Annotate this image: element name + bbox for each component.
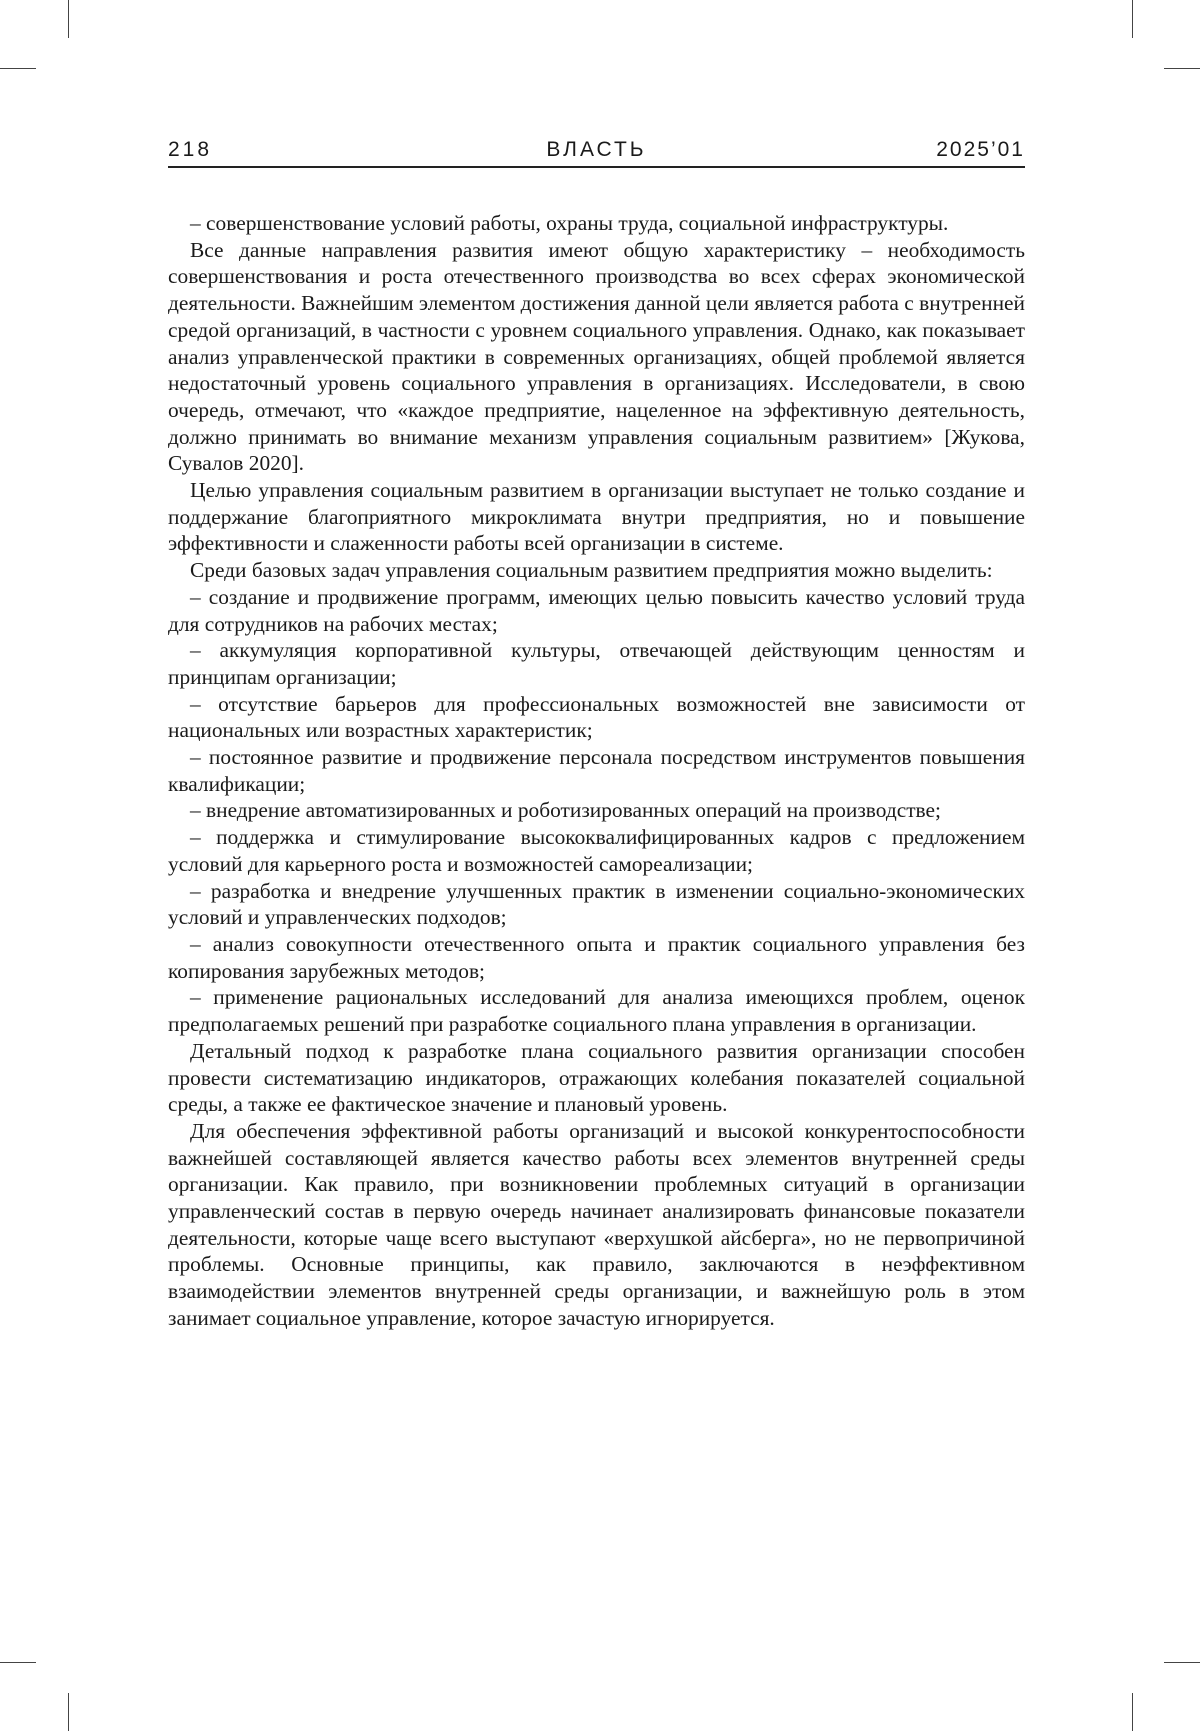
crop-mark-bottom-left bbox=[68, 1693, 69, 1731]
list-item: – применение рациональных исследований для анализа имеющихся проблем, оценок предполагаемых решений при разработке социального плана управления в организации. bbox=[168, 985, 1025, 1037]
crop-mark-top-left-h bbox=[0, 68, 36, 69]
list-item: – постоянное развитие и продвижение персонала посредством инструментов повышения квалификации; bbox=[168, 745, 1025, 796]
crop-mark-top-right-h bbox=[1164, 68, 1200, 69]
list-item: – анализ совокупности отечественного опыта и практик социального управления без копирования зарубежных методов; bbox=[168, 931, 1025, 983]
paragraph: Для обеспечения эффективной работы организаций и высокой конкурентоспособности важнейшей составляющей является качество работы всех элементов внутренней среды организации. Как правило, при возникновении проблемных ситуаций в организации управленческий состав в первую очередь начинает анализировать финансовые показатели деятельности, которые чаще всего выступают «верхушкой айсберга», но не первопричиной проблемы. Основные принципы, как правило, заключаются в неэффективном взаимодействии элементов внутренней среды организации, и важнейшую роль в этом занимает социальное управление, которое зачастую игнорируется. bbox=[168, 1118, 1025, 1330]
list-item: – поддержка и стимулирование высококвалифицированных кадров с предложением условий для карьерного роста и возможностей самореализации; bbox=[168, 825, 1025, 876]
list-item: – аккумуляция корпоративной культуры, отвечающей действующим ценностям и принципам организации; bbox=[168, 638, 1025, 689]
paragraph: Среди базовых задач управления социальным развитием предприятия можно выделить: bbox=[190, 558, 993, 583]
paragraph: Целью управления социальным развитием в организации выступает не только создание и поддержание благоприятного микроклимата внутри предприятия, но и повышение эффективности и слаженности работы всей организации в системе. bbox=[168, 478, 1025, 556]
crop-mark-top-left bbox=[68, 0, 69, 38]
list-item: – отсутствие барьеров для профессиональных возможностей вне зависимости от национальных или возрастных характеристик; bbox=[168, 691, 1025, 743]
list-item: – разработка и внедрение улучшенных практик в изменении социально-экономических условий и управленческих подходов; bbox=[168, 878, 1025, 930]
issue-number: 2025’01 bbox=[936, 138, 1025, 161]
crop-mark-bottom-left-h bbox=[0, 1662, 36, 1663]
crop-mark-top-right bbox=[1132, 0, 1133, 38]
list-item: – внедрение автоматизированных и роботизированных операций на производстве; bbox=[190, 798, 941, 823]
journal-title: ВЛАСТЬ bbox=[546, 138, 647, 161]
crop-mark-bottom-right-h bbox=[1164, 1662, 1200, 1663]
article-body bbox=[168, 210, 1025, 1332]
page-number: 218 bbox=[168, 138, 213, 161]
paragraph: – совершенствование условий работы, охраны труда, социальной инфраструктуры. bbox=[190, 211, 949, 235]
paragraph: Детальный подход к разработке плана социального развития организации способен провести систематизацию индикаторов, отражающих колебания показателей социальной среды, а также ее фактическое значение и плановый уровень. bbox=[168, 1038, 1025, 1117]
list-item: – создание и продвижение программ, имеющих целью повысить качество условий труда для сотрудников на рабочих местах; bbox=[168, 584, 1025, 636]
running-header bbox=[168, 138, 1025, 168]
crop-mark-bottom-right bbox=[1132, 1693, 1133, 1731]
paragraph: Все данные направления развития имеют общую характеристику – необходимость совершенствования и роста отечественного производства во всех сферах экономической деятельности. Важнейшим элементом достижения данной цели является работа с внутренней средой организаций, в частности с уровнем социального управления. Однако, как показывает анализ управленческой практики в современных организациях, общей проблемой является недостаточный уровень социального управления в организациях. Исследователи, в свою очередь, отмечают, что «каждое предприятие, нацеленное на эффективную деятельность, должно принимать во внимание механизм управления социальным развитием» [Жукова, Сувалов 2020]. bbox=[168, 237, 1025, 476]
